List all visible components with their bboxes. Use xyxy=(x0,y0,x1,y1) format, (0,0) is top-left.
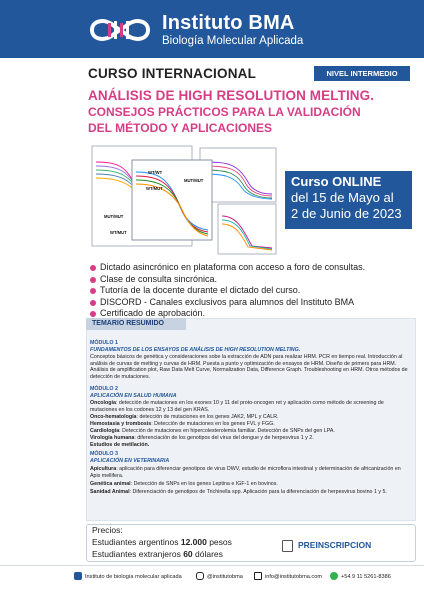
online-dates-box xyxy=(285,171,412,229)
topic-text: : Detección de mutaciones en los genes FVL y FGG. xyxy=(151,421,275,427)
bullet-icon xyxy=(90,277,96,283)
module3-title-text: APLICACIÓN EN VETERINARIA xyxy=(90,458,170,464)
topic-label: Onco-hematología xyxy=(90,414,137,420)
online-line3: 2 de Junio de 2023 xyxy=(291,206,402,221)
price-argentine-prefix: Estudiantes argentinos xyxy=(92,537,181,547)
module1-text: Conceptos básicos de genética y consideraciones sobe la extracción de ADN para realizar HRM. PCR en tiempo real. Introducción al análisis de curvas de melting y curvas de HRM. Puesta a punto y optimización de ensayos de HRM. Diseño de primers para HRM. Análisis de amplification plot, Raw Data Melt Curve, Normalization Data, Difference Graph. Troubleshooting en HRM. Otros métodos de detección de mutaciones. xyxy=(90,354,408,380)
module2-cardiology xyxy=(90,428,410,435)
feature-text: Tutoría de la docente durante el dictado del curso. xyxy=(100,285,301,295)
form-icon xyxy=(282,540,293,552)
whatsapp-icon xyxy=(330,572,338,580)
topic-text: : detección de mutaciones en los genes JAK2, MPL y CALR. xyxy=(136,414,279,420)
footer-phone[interactable]: +54 9 11 5261-8386 xyxy=(341,574,391,580)
brand-name: Instituto BMA xyxy=(162,12,295,34)
topic-label: Estudios de metilación. xyxy=(90,442,150,448)
module2-onco-hematology xyxy=(90,414,410,421)
facebook-icon xyxy=(74,572,82,580)
topic-label: Apicultura xyxy=(90,466,117,472)
topic-text: : aplicación para diferenciar genotipos de virus DWV, estudio de microflora intestinal y determinación de africanización en Apis mellifera. xyxy=(90,466,401,479)
topic-text: : Detección de mutaciones en hipercolesterolemia familiar. Detección de SNPs del gen LPA. xyxy=(119,428,335,434)
level-badge: NIVEL INTERMEDIO xyxy=(314,66,410,81)
module3-animal-genetics xyxy=(90,481,410,488)
preinscription-link[interactable] xyxy=(282,538,394,554)
bma-logo-icon xyxy=(86,14,154,46)
module1-label-text: MÓDULO 1 xyxy=(90,340,118,346)
chart-label-d: MUT/MUT xyxy=(104,214,124,219)
bullet-icon xyxy=(90,288,96,294)
contact-footer xyxy=(0,565,424,598)
topic-label: Cardiología xyxy=(90,428,120,434)
price-foreign xyxy=(92,549,223,559)
topic-label: Genética animal xyxy=(90,481,131,487)
price-argentine-unit: pesos xyxy=(206,537,232,547)
brand-subtitle: Biología Molecular Aplicada xyxy=(162,35,304,47)
topic-label: Virología humana xyxy=(90,435,135,441)
email-icon xyxy=(254,572,262,580)
course-title-line2: CONSEJOS PRÁCTICOS PARA LA VALIDACIÓN xyxy=(88,105,361,119)
prices-label: Precios: xyxy=(92,525,123,535)
module3-animal-health xyxy=(90,489,410,496)
topic-label: Sanidad Animal xyxy=(90,489,130,495)
preinscription-label: PREINSCRIPCION xyxy=(298,540,372,550)
feature-item xyxy=(90,285,410,297)
module2-title xyxy=(90,393,410,400)
module3-label-text: MÓDULO 3 xyxy=(90,451,118,457)
feature-text: Dictado asincrónico en plataforma con acceso a foro de consultas. xyxy=(100,262,366,272)
module3-apiculture xyxy=(90,466,410,479)
feature-item xyxy=(90,262,410,274)
topic-text: : detección de mutaciones en los exones 10 y 11 del proto-oncogen ret y aplicación como método de screening de mutaciones en los codones 12 y 13 del gen KRAS. xyxy=(90,400,384,413)
chart-panel-bottom-right xyxy=(218,204,276,254)
footer-instagram[interactable]: @institutobma xyxy=(207,574,243,580)
hrm-charts-illustration xyxy=(88,142,278,257)
module2-title-text: APLICACIÓN EN SALUD HUMANA xyxy=(90,393,177,399)
online-line1: Curso ONLINE xyxy=(291,174,382,189)
syllabus-heading-tab xyxy=(86,318,186,330)
module3-label xyxy=(90,451,410,458)
feature-item xyxy=(90,297,410,309)
instagram-icon xyxy=(196,572,204,580)
chart-label-b: MUT/MUT xyxy=(184,178,204,183)
module2-oncology xyxy=(90,400,410,413)
module2-hemostasis xyxy=(90,421,410,428)
module1-label xyxy=(90,340,410,347)
chart-label-e: WT/MUT xyxy=(110,230,127,235)
price-argentine-value: 12.000 xyxy=(180,537,207,547)
online-line2: del 15 de Mayo al xyxy=(291,190,394,205)
bullet-icon xyxy=(90,311,96,317)
footer-facebook[interactable]: Instituto de biología molecular aplicada xyxy=(85,574,182,580)
topic-text: : Diferenciación de genotipos de Trichinella spp. Aplicación para la diferenciación de herpesvirus bovino 1 y 5. xyxy=(129,489,387,495)
module2-methylation xyxy=(90,442,410,449)
course-label: CURSO INTERNACIONAL xyxy=(88,66,257,81)
module3-title xyxy=(90,458,410,465)
feature-item xyxy=(90,274,410,286)
chart-label-a: WT/WT xyxy=(148,170,163,175)
price-foreign-prefix: Estudiantes extranjeros xyxy=(92,549,184,559)
module2-virology xyxy=(90,435,410,442)
feature-text: Clase de consulta sincrónica. xyxy=(100,273,218,284)
feature-text: DISCORD - Canales exclusivos para alumnos del Instituto BMA xyxy=(100,296,355,307)
price-foreign-value: 60 xyxy=(183,549,193,559)
topic-text: : Detección de SNPs en los genes Leptina e IGF-1 en bovinos. xyxy=(130,481,278,487)
features-list xyxy=(90,262,410,320)
price-argentine xyxy=(92,537,232,547)
module1-title xyxy=(90,347,410,354)
bullet-icon xyxy=(90,300,96,306)
price-foreign-unit: dólares xyxy=(192,549,223,559)
course-title-line3: DEL MÉTODO Y APLICACIONES xyxy=(88,121,273,135)
feature-text: Certificado de aprobación. xyxy=(100,308,206,318)
module2-label-text: MÓDULO 2 xyxy=(90,386,118,392)
topic-text: : diferenciación de los genotipos del virus del dengue y de herpesvirus 1 y 2. xyxy=(134,435,314,441)
module1-title-text: FUNDAMENTOS DE LOS ENSAYOS DE ANÁLISIS DE HIGH RESOLUTION MELTING. xyxy=(90,347,301,353)
topic-label: Hemostasia y trombosis xyxy=(90,421,152,427)
bullet-icon xyxy=(90,265,96,271)
chart-label-c: WT/MUT xyxy=(146,186,163,191)
footer-email[interactable]: info@institutobma.com xyxy=(265,574,322,580)
syllabus-heading: TEMARIO RESUMIDO xyxy=(92,320,164,327)
module2-label xyxy=(90,386,410,393)
course-title-line1: ANÁLISIS DE HIGH RESOLUTION MELTING. xyxy=(88,88,375,103)
topic-label: Oncología xyxy=(90,400,116,406)
